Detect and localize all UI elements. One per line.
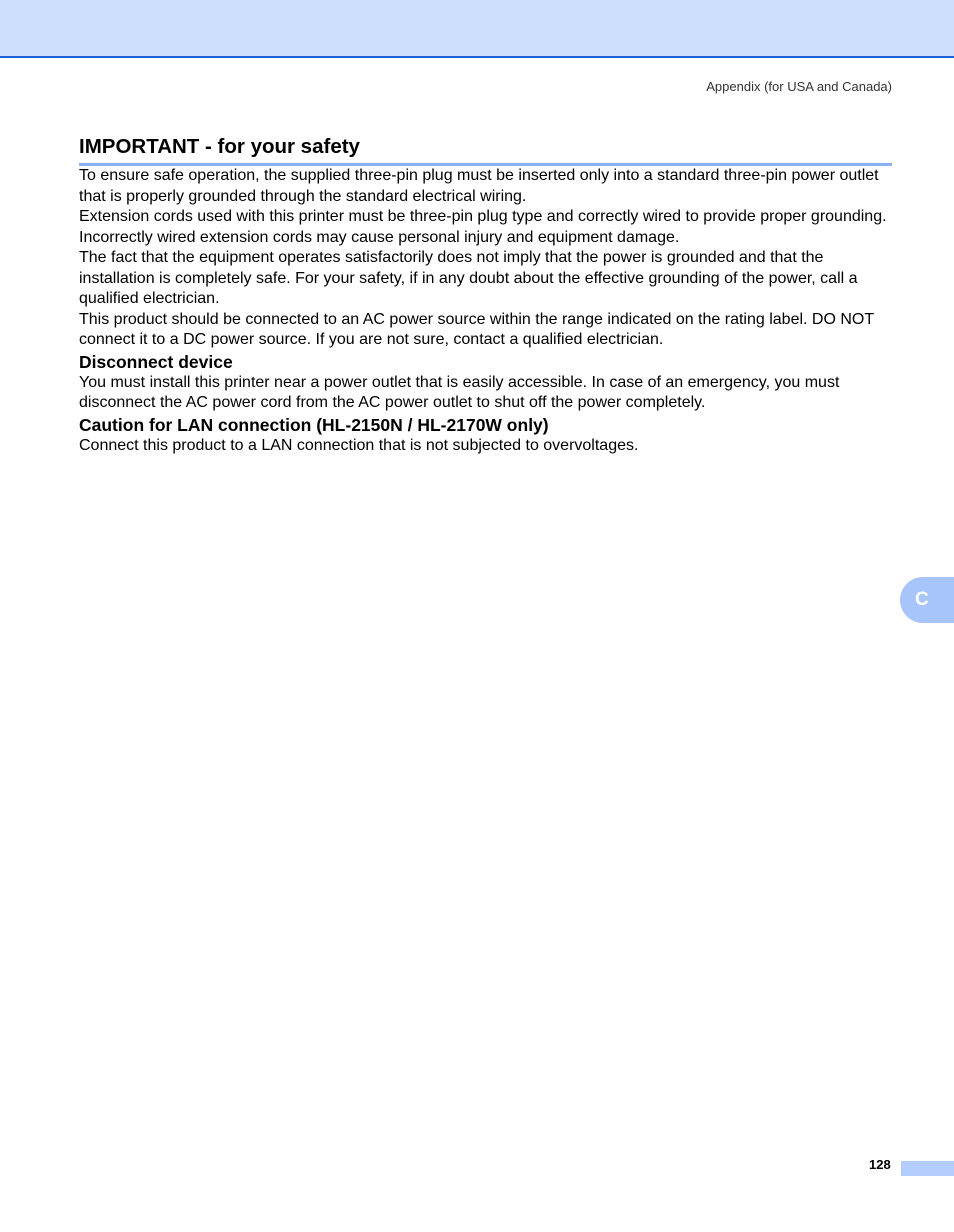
safety-paragraph-1: To ensure safe operation, the supplied three-pin plug must be inserted only into a standard three-pin power outlet that is properly grounded through the standard electrical wiring.: [79, 167, 879, 205]
safety-paragraph-3: The fact that the equipment operates satisfactorily does not imply that the power is grounded and that the installation is completely safe. For your safety, if in any doubt about the effective grounding of the power, call a qualified electrician.: [79, 249, 858, 307]
section-title: IMPORTANT - for your safety: [79, 133, 892, 166]
safety-paragraph-2: Extension cords used with this printer must be three-pin plug type and correctly wired to provide proper grounding. Incorrectly wired extension cords may cause personal injury and equipment damage.: [79, 208, 887, 246]
disconnect-heading: Disconnect device: [79, 351, 233, 372]
safety-paragraph-4: This product should be connected to an AC power source within the range indicated on the rating label. DO NOT connect it to a DC power source. If you are not sure, contact a qualified electrician.: [79, 310, 874, 348]
main-content: [79, 133, 892, 456]
caution-heading: Caution for LAN connection (HL-2150N / HL-2170W only): [79, 414, 549, 435]
disconnect-paragraph: You must install this printer near a power outlet that is easily accessible. In case of an emergency, you must disconnect the AC power cord from the AC power outlet to shut off the power completely.: [79, 373, 840, 411]
page-number: 128: [869, 1157, 891, 1172]
chapter-tab: C: [900, 577, 954, 623]
running-header: Appendix (for USA and Canada): [706, 79, 892, 94]
caution-paragraph: Connect this product to a LAN connection that is not subjected to overvoltages.: [79, 436, 639, 454]
page-number-bar: [901, 1161, 954, 1176]
header-band: [0, 0, 954, 58]
